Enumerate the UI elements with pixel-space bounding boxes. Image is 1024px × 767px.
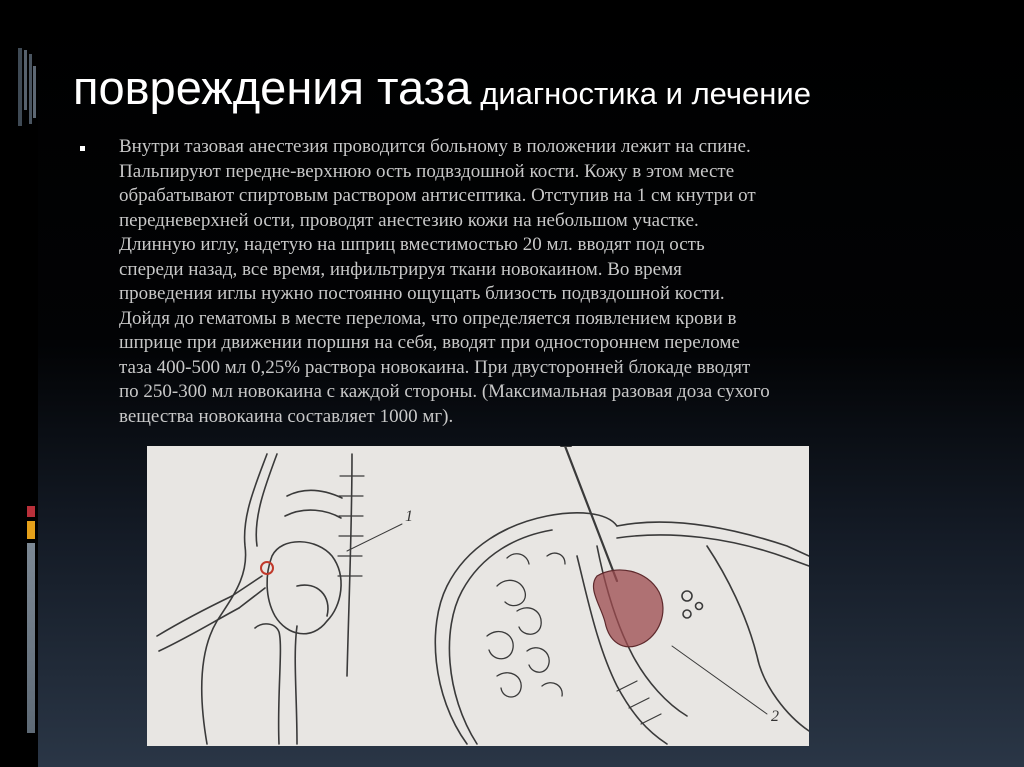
body-line: Внутри тазовая анестезия проводится больному в положении лежит на спине. bbox=[119, 136, 751, 157]
red-mark bbox=[27, 506, 35, 517]
gray-mark bbox=[27, 543, 35, 733]
body-line: Пальпируют передне-верхнюю ость подвздошной кости. Кожу в этом месте bbox=[119, 160, 735, 182]
pelvis-anesthesia-drawing bbox=[147, 446, 809, 746]
body-line: проведения иглы нужно постоянно ощущать близость подвздошной кости. bbox=[119, 283, 725, 304]
body-line: таза 400-500 мл 0,25% раствора новокаина. При двусторонней блокаде вводят bbox=[119, 356, 751, 378]
body-line: шприце при движении поршня на себя, вводят при одностороннем переломе bbox=[119, 332, 740, 353]
hematoma bbox=[593, 570, 662, 647]
body-line: спереди назад, все время, инфильтрируя ткани новокаином. Во время bbox=[119, 258, 682, 280]
label-1: 1 bbox=[405, 508, 413, 525]
label-2: 2 bbox=[771, 708, 779, 725]
side-color-marks bbox=[27, 506, 35, 733]
anatomy-illustration bbox=[147, 446, 809, 746]
body-line: по 250-300 мл новокаина с каждой стороны. (Максимальная разовая доза сухого bbox=[119, 381, 770, 402]
body-line: Длинную иглу, надетую на шприц вместимостью 20 мл. вводят под ость bbox=[119, 234, 705, 255]
slide-title bbox=[73, 60, 811, 115]
body-line: обрабатывают спиртовым раствором антисептика. Отступив на 1 см кнутри от bbox=[119, 185, 756, 206]
title-decor-bars bbox=[0, 30, 40, 130]
orange-mark bbox=[27, 521, 35, 539]
title-sub: диагностика и лечение bbox=[480, 76, 811, 111]
body-line: Дойдя до гематомы в месте перелома, что определяется появлением крови в bbox=[119, 307, 737, 329]
title-main: повреждения таза bbox=[73, 61, 472, 114]
body-line: вещества новокаина составляет 1000 мг). bbox=[119, 405, 454, 427]
body-line: передневерхней ости, проводят анестезию кожи на небольшом участке. bbox=[119, 209, 699, 231]
body-paragraph bbox=[119, 135, 1019, 429]
bullet-icon bbox=[80, 146, 85, 151]
